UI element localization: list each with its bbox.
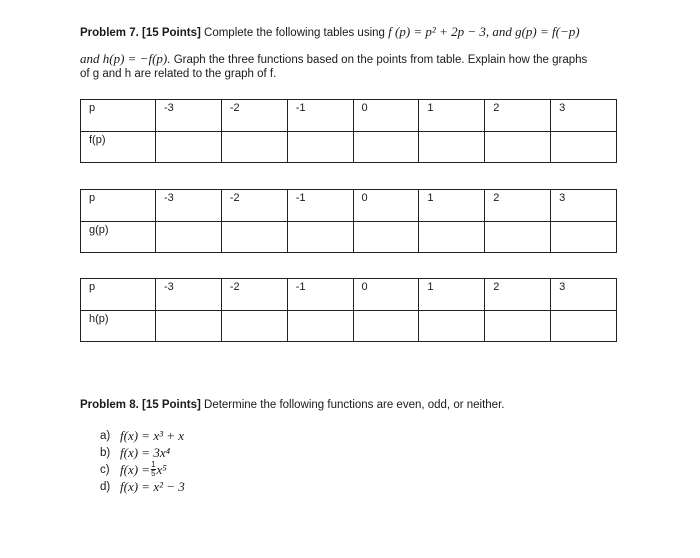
f-table-blank-cell[interactable] [221, 132, 287, 163]
f-table-p-value: 1 [419, 100, 485, 132]
fraction-denominator: 5 [151, 469, 156, 478]
h-table-p-value: 1 [419, 279, 485, 311]
list-item [100, 478, 185, 495]
h-table-p-value: 3 [551, 279, 617, 311]
h-table-p-label: p [81, 279, 156, 311]
problem7-title: Problem 7. [80, 27, 139, 39]
f-table-p-value: 0 [353, 100, 419, 132]
g-table-p-value: -3 [156, 190, 222, 222]
problem8-points: [15 Points] [142, 399, 201, 411]
h-table-p-value: -2 [221, 279, 287, 311]
h-table-blank-cell[interactable] [287, 311, 353, 342]
item-label: d) [100, 480, 111, 493]
g-table-blank-cell[interactable] [287, 222, 353, 253]
f-table-p-value: 3 [551, 100, 617, 132]
f-table-p-value: -2 [221, 100, 287, 132]
g-table-blank-cell[interactable] [485, 222, 551, 253]
f-table-blank-cell[interactable] [419, 132, 485, 163]
problem7-relation-text: of g and h are related to the graph of f. [80, 68, 277, 80]
f-table-fp-label: f(p) [81, 132, 156, 163]
g-table-p-value: -2 [221, 190, 287, 222]
f-table-blank-cell[interactable] [485, 132, 551, 163]
g-definition: and g(p) = f(−p) [492, 24, 580, 39]
problem7-points: [15 Points] [142, 27, 201, 39]
problem7-line2 [80, 51, 587, 67]
f-table-p-value: -3 [156, 100, 222, 132]
f-table-blank-cell[interactable] [551, 132, 617, 163]
h-table-blank-cell[interactable] [221, 311, 287, 342]
f-table-blank-cell[interactable] [287, 132, 353, 163]
item-expression: f(x) = x² − 3 [120, 478, 185, 494]
f-table-blank-cell[interactable] [353, 132, 419, 163]
list-item [100, 427, 185, 444]
f-table-p-value: -1 [287, 100, 353, 132]
item-label: b) [100, 446, 111, 459]
g-table-blank-cell[interactable] [353, 222, 419, 253]
f-table-p-label: p [81, 100, 156, 132]
item-expression-pre: f(x) = [120, 461, 151, 477]
h-definition: and h(p) = −f(p). [80, 51, 171, 66]
h-table-p-value: -1 [287, 279, 353, 311]
f-table [80, 99, 617, 163]
fraction-numerator: 1 [151, 460, 156, 469]
f-table-p-value: 2 [485, 100, 551, 132]
problem7-instructions: Graph the three functions based on the points from table. Explain how the graphs [173, 54, 588, 66]
list-item [100, 444, 185, 461]
item-label: c) [100, 463, 110, 476]
problem8-heading [80, 399, 504, 411]
h-table-p-value: 0 [353, 279, 419, 311]
g-table-blank-cell[interactable] [419, 222, 485, 253]
f-definition: f (p) = p² + 2p − 3, [388, 24, 490, 39]
h-table-blank-cell[interactable] [485, 311, 551, 342]
item-expression-post: x⁵ [156, 461, 167, 477]
problem7-line1 [80, 24, 580, 40]
g-table-p-value: -1 [287, 190, 353, 222]
item-label: a) [100, 429, 111, 442]
problem8-list [100, 427, 185, 495]
problem7-intro: Complete the following tables using [204, 27, 385, 39]
h-table-hp-label: h(p) [81, 311, 156, 342]
g-table-p-value: 2 [485, 190, 551, 222]
problem8-title: Problem 8. [80, 399, 139, 411]
fraction [151, 461, 155, 478]
item-expression: f(x) = x³ + x [120, 427, 185, 443]
h-table-blank-cell[interactable] [353, 311, 419, 342]
g-table-p-value: 1 [419, 190, 485, 222]
problem8-text: Determine the following functions are even, odd, or neither. [204, 399, 505, 411]
h-table-p-value: -3 [156, 279, 222, 311]
g-table-p-label: p [81, 190, 156, 222]
f-table-blank-cell[interactable] [156, 132, 222, 163]
g-table-blank-cell[interactable] [221, 222, 287, 253]
h-table-blank-cell[interactable] [156, 311, 222, 342]
g-table-blank-cell[interactable] [551, 222, 617, 253]
g-table-blank-cell[interactable] [156, 222, 222, 253]
h-table-blank-cell[interactable] [419, 311, 485, 342]
item-expression: f(x) = 3x⁴ [120, 444, 171, 460]
g-table-gp-label: g(p) [81, 222, 156, 253]
h-table-blank-cell[interactable] [551, 311, 617, 342]
list-item [100, 461, 185, 478]
g-table-p-value: 3 [551, 190, 617, 222]
h-table [80, 278, 617, 342]
g-table-p-value: 0 [353, 190, 419, 222]
h-table-p-value: 2 [485, 279, 551, 311]
problem7-line3 [80, 68, 276, 80]
g-table [80, 189, 617, 253]
